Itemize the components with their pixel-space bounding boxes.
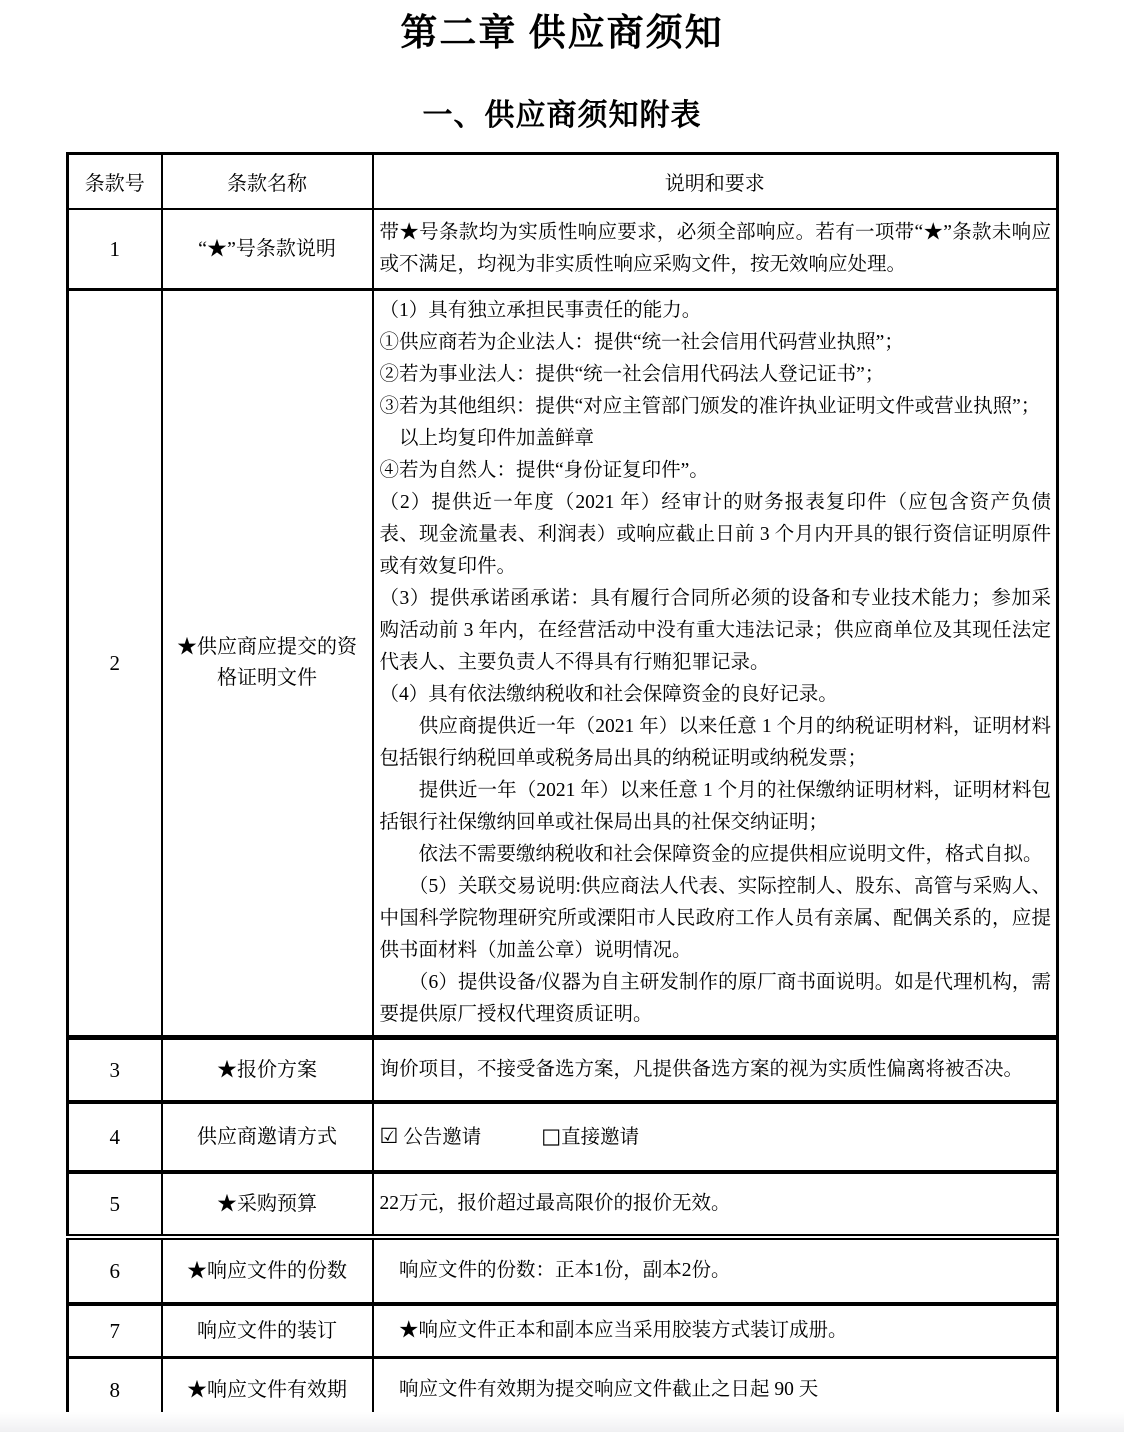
clause-paragraph: 带★号条款均为实质性响应要求，必须全部响应。若有一项带“★”条款未响应或不满足，均视为非实质性响应采购文件，按无效响应处理。 bbox=[379, 222, 1051, 275]
clause-number: 8 bbox=[68, 1358, 162, 1423]
clause-paragraph: ②若为事业法人：提供“统一社会信用代码法人登记证书”； bbox=[379, 364, 885, 385]
clause-number: 6 bbox=[68, 1237, 162, 1304]
page-subtitle: 一、供应商须知附表 bbox=[422, 99, 702, 132]
clause-number: 2 bbox=[68, 290, 162, 1038]
table-header-row bbox=[68, 154, 1058, 210]
clause-paragraph: （1）具有独立承担民事责任的能力。 bbox=[379, 300, 702, 321]
table-row bbox=[68, 1102, 1058, 1172]
table-row bbox=[68, 1038, 1058, 1103]
clause-paragraph: 提供近一年（2021 年）以来任意 1 个月的社保缴纳证明材料，证明材料包括银行社保缴纳回单或社保局出具的社保交纳证明； bbox=[379, 780, 1051, 833]
clause-paragraph: ④若为自然人：提供“身份证复印件”。 bbox=[379, 460, 709, 481]
table-row bbox=[68, 1172, 1058, 1237]
clause-description bbox=[373, 1102, 1058, 1172]
checkbox-checked-icon: ☑ bbox=[379, 1124, 399, 1148]
clause-paragraph: 询价项目，不接受备选方案，凡提供备选方案的视为实质性偏离将被否决。 bbox=[379, 1059, 1024, 1080]
clause-number: 5 bbox=[68, 1172, 162, 1237]
page-title: 第二章 供应商须知 bbox=[400, 13, 724, 54]
clause-paragraph: 响应文件有效期为提交响应文件截止之日起 90 天 bbox=[379, 1379, 819, 1400]
clause-name: ★报价方案 bbox=[162, 1038, 373, 1103]
clause-description bbox=[373, 209, 1058, 290]
clause-paragraph: （6）提供设备/仪器为自主研发制作的原厂商书面说明。如是代理机构，需要提供原厂授权代理资质证明。 bbox=[379, 972, 1051, 1025]
clause-paragraph: （4）具有依法缴纳税收和社会保障资金的良好记录。 bbox=[379, 684, 838, 705]
option-label: 公告邀请 bbox=[398, 1127, 482, 1148]
clause-paragraph: ①供应商若为企业法人：提供“统一社会信用代码营业执照”； bbox=[379, 332, 904, 353]
checkbox-unchecked-icon: □ bbox=[541, 1124, 562, 1148]
clause-paragraph: 以上均复印件加盖鲜章 bbox=[379, 428, 595, 449]
table-row bbox=[68, 209, 1058, 290]
clause-description bbox=[373, 1038, 1058, 1103]
table-row bbox=[68, 290, 1058, 1038]
page-bottom-edge bbox=[0, 1412, 1124, 1432]
clause-name: ★响应文件的份数 bbox=[162, 1237, 373, 1304]
clause-name: 响应文件的装订 bbox=[162, 1304, 373, 1358]
clause-paragraph: 22万元，报价超过最高限价的报价无效。 bbox=[379, 1193, 731, 1214]
clause-description bbox=[373, 290, 1058, 1038]
invitation-option bbox=[541, 1124, 640, 1148]
header-description: 说明和要求 bbox=[373, 154, 1058, 210]
invitation-option bbox=[379, 1124, 482, 1148]
clause-name: “★”号条款说明 bbox=[162, 209, 373, 290]
clause-paragraph: （5）关联交易说明:供应商法人代表、实际控制人、股东、高管与采购人、中国科学院物理研究所或溧阳市人民政府工作人员有亲属、配偶关系的，应提供书面材料（加盖公章）说明情况。 bbox=[379, 876, 1051, 961]
clause-paragraph: 依法不需要缴纳税收和社会保障资金的应提供相应说明文件，格式自拟。 bbox=[379, 844, 1043, 865]
clause-paragraph: （3）提供承诺函承诺：具有履行合同所必须的设备和专业技术能力；参加采购活动前 3 年内，在经营活动中没有重大违法记录；供应商单位及其现任法定代表人、主要负责人不得具有行贿犯罪记录。 bbox=[379, 588, 1051, 673]
table-row bbox=[68, 1304, 1058, 1358]
clause-description bbox=[373, 1304, 1058, 1358]
clause-name: ★响应文件有效期 bbox=[162, 1358, 373, 1423]
clause-paragraph: 供应商提供近一年（2021 年）以来任意 1 个月的纳税证明材料，证明材料包括银行纳税回单或税务局出具的纳税证明或纳税发票； bbox=[379, 716, 1051, 769]
clause-number: 1 bbox=[68, 209, 162, 290]
clause-paragraph: ③若为其他组织：提供“对应主管部门颁发的准许执业证明文件或营业执照”； bbox=[379, 396, 1041, 417]
clause-description bbox=[373, 1237, 1058, 1304]
clause-name: ★供应商应提交的资格证明文件 bbox=[162, 290, 373, 1038]
table-row bbox=[68, 1237, 1058, 1304]
clause-number: 7 bbox=[68, 1304, 162, 1358]
clauses-table bbox=[66, 152, 1059, 1424]
clause-paragraph: （2）提供近一年度（2021 年）经审计的财务报表复印件（应包含资产负债表、现金流量表、利润表）或响应截止日前 3 个月内开具的银行资信证明原件或有效复印件。 bbox=[379, 492, 1051, 577]
clause-name: 供应商邀请方式 bbox=[162, 1102, 373, 1172]
clause-number: 4 bbox=[68, 1102, 162, 1172]
clause-number: 3 bbox=[68, 1038, 162, 1103]
header-clause-no: 条款号 bbox=[68, 154, 162, 210]
clause-description bbox=[373, 1172, 1058, 1237]
header-clause-name: 条款名称 bbox=[162, 154, 373, 210]
clause-name: ★采购预算 bbox=[162, 1172, 373, 1237]
clause-paragraph: ★响应文件正本和副本应当采用胶装方式装订成册。 bbox=[379, 1320, 848, 1341]
option-label: 直接邀请 bbox=[561, 1127, 640, 1148]
clause-paragraph: 响应文件的份数：正本1份，副本2份。 bbox=[379, 1260, 731, 1281]
